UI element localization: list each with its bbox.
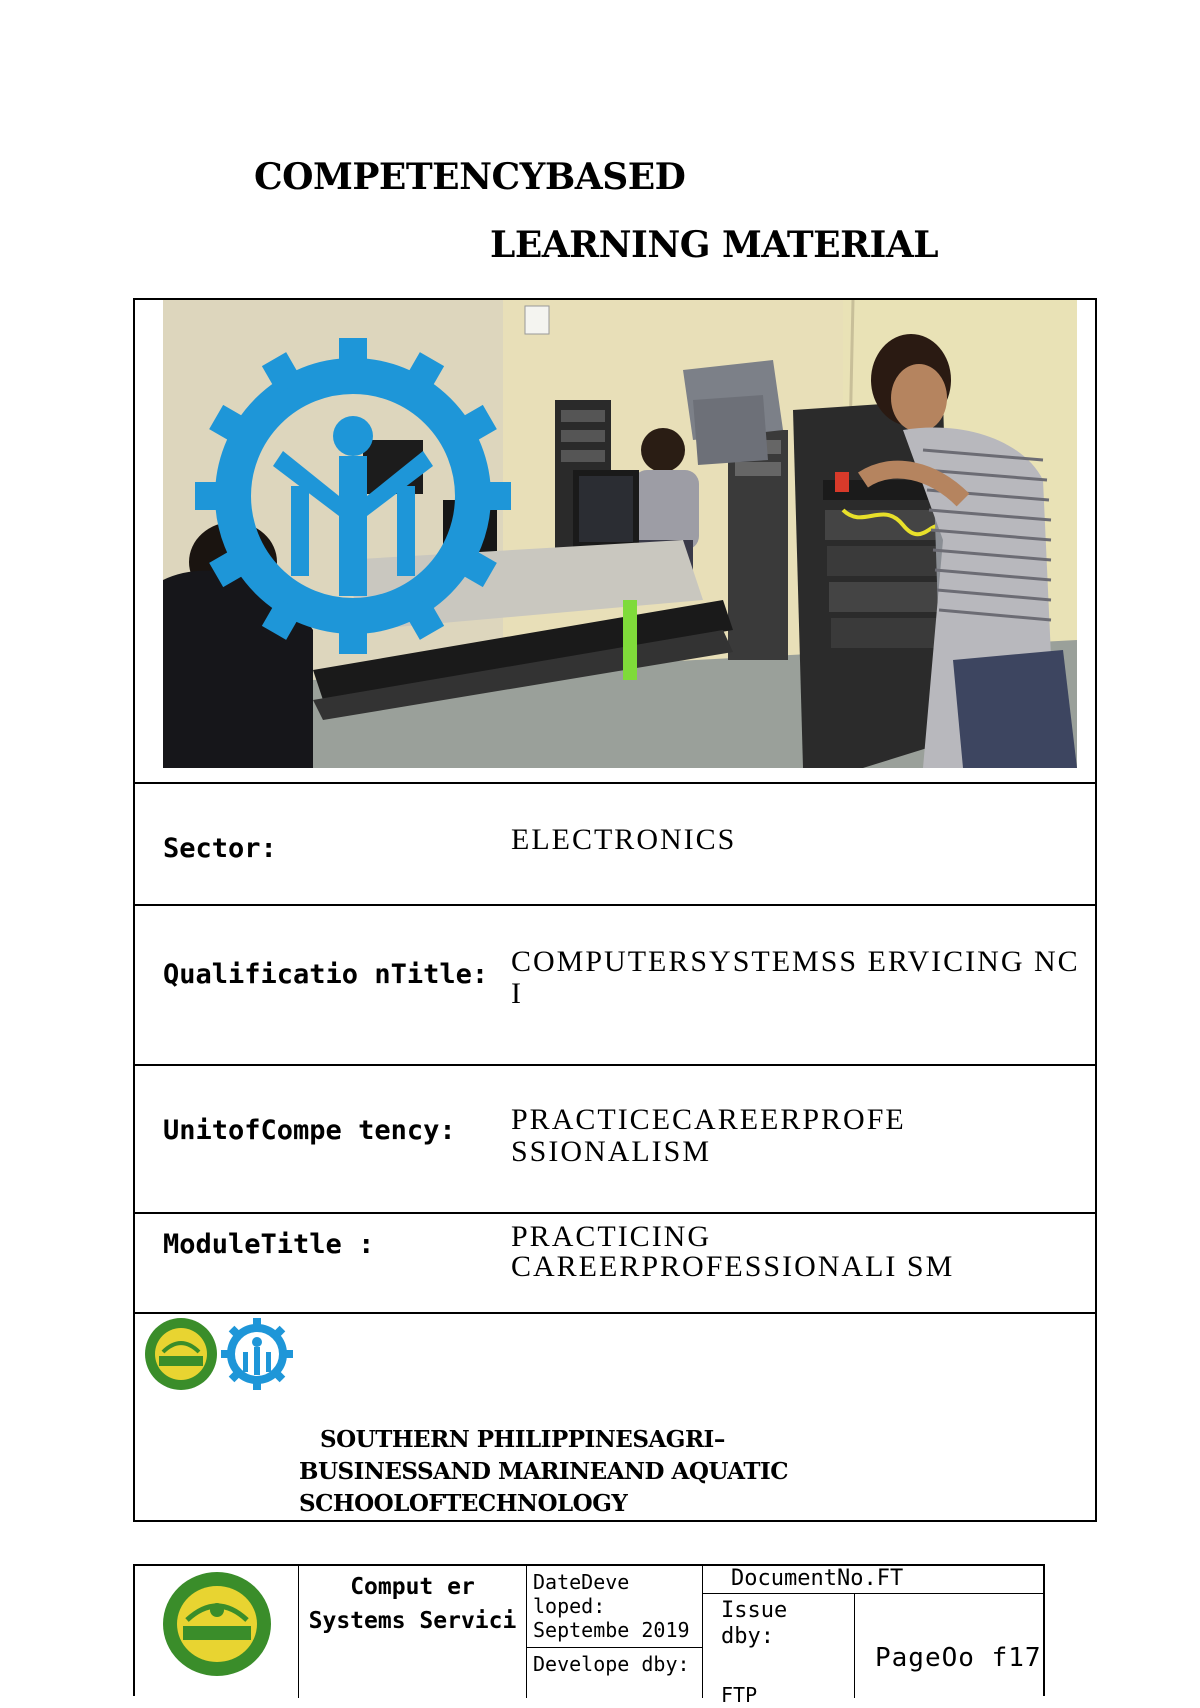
title-line-1: COMPETENCYBASED	[254, 156, 686, 198]
footer-course-title: Comput er Systems Servici	[299, 1566, 527, 1698]
module-title-label: ModuleTitle :	[163, 1229, 375, 1260]
footer-logo-cell	[135, 1566, 299, 1698]
school-name-line-1: SOUTHERN PHILIPPINESAGRI–	[320, 1426, 725, 1453]
document-footer-table	[133, 1564, 1045, 1707]
title-line-2: LEARNING MATERIAL	[490, 224, 939, 266]
school-row	[135, 1314, 1095, 1520]
footer-issued-by-cell	[703, 1594, 855, 1707]
sector-label: Sector:	[163, 833, 277, 864]
spamast-seal-icon	[163, 1572, 271, 1676]
footer-date-developed: DateDeve loped: Septembe 2019	[527, 1566, 703, 1648]
cover-table	[133, 298, 1097, 1522]
unit-of-competency-label: UnitofCompe tency:	[163, 1115, 456, 1146]
cover-photo	[163, 300, 1077, 768]
unit-of-competency-row	[135, 1066, 1095, 1214]
footer-page-number: PageOo f17	[875, 1643, 1042, 1673]
cover-photo-row	[135, 300, 1095, 784]
tesda-gear-small-logo	[221, 1318, 293, 1390]
qualification-value: COMPUTERSYSTEMSS ERVICING NC I	[511, 945, 1080, 1010]
qualification-label: Qualificatio nTitle:	[163, 959, 489, 990]
footer-document-number: DocumentNo.FT	[703, 1566, 1045, 1594]
footer-issued-by-label: Issue dby:	[721, 1598, 788, 1649]
qualification-row	[135, 906, 1095, 1066]
unit-of-competency-value: PRACTICECAREERPROFE SSIONALISM	[511, 1103, 906, 1168]
module-title-value: PRACTICING CAREERPROFESSIONALI SM	[511, 1220, 955, 1283]
sector-value: ELECTRONICS	[511, 823, 737, 856]
school-name-line-3: SCHOOLOFTECHNOLOGY	[299, 1490, 628, 1517]
school-name-line-2: BUSINESSAND MARINEAND AQUATIC	[299, 1458, 789, 1485]
sector-row	[135, 784, 1095, 906]
module-title-row	[135, 1214, 1095, 1314]
spamast-seal-logo	[145, 1318, 217, 1390]
footer-issued-by-value: FTP	[721, 1683, 758, 1707]
footer-developed-by: Develope dby:	[527, 1648, 703, 1698]
